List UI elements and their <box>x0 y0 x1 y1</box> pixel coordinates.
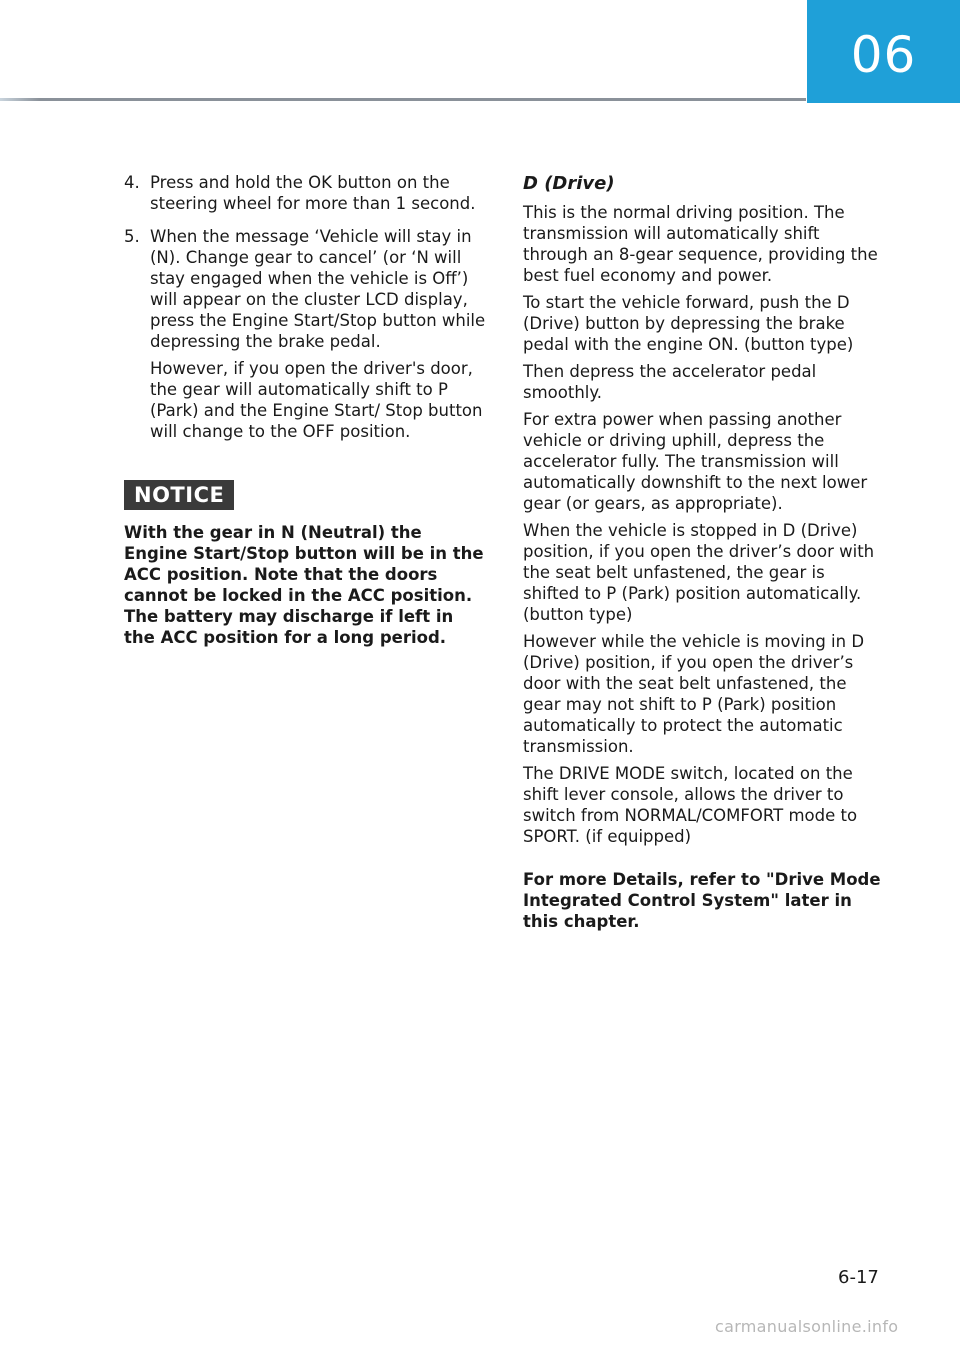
body-paragraph: However while the vehicle is moving in D (Drive) position, if you open the driver’s door with the seat belt unfastened, the gear may not shift to P (Park) position automatically to protect the automatic transmission. <box>523 632 865 756</box>
chapter-tab <box>807 0 960 103</box>
body-paragraph: For extra power when passing another vehicle or driving uphill, depress the accelerator fully. The transmission will automatically downshift to the next lower gear (or gears, as appropriate). <box>523 410 868 513</box>
watermark-text: carmanualsonline.info <box>715 1317 899 1336</box>
step-item <box>124 172 489 220</box>
right-column <box>523 172 883 932</box>
header-rule <box>0 98 806 101</box>
section-heading: D (Drive) <box>523 173 615 194</box>
body-paragraph: The DRIVE MODE switch, located on the shift lever console, allows the driver to switch from NORMAL/COMFORT mode to SPORT. (if equipped) <box>523 764 858 846</box>
notice-badge: NOTICE <box>124 480 234 510</box>
step-body <box>150 172 489 220</box>
reference-note: For more Details, refer to "Drive Mode Integrated Control System" later in this chapter. <box>523 870 881 931</box>
left-column <box>124 172 489 648</box>
body-paragraph: When the vehicle is stopped in D (Drive) position, if you open the driver’s door with the seat belt unfastened, the gear is shifted to P (Park) position automatically. (button type) <box>523 521 875 624</box>
page-number: 6-17 <box>838 1267 879 1288</box>
step-paragraph: Press and hold the OK button on the steering wheel for more than 1 second. <box>150 173 476 213</box>
chapter-number: 06 <box>850 25 917 84</box>
body-paragraph: Then depress the accelerator pedal smoothly. <box>523 362 817 402</box>
notice-text: With the gear in N (Neutral) the Engine Start/Stop button will be in the ACC position. Note that the doors cannot be locked in the ACC position. The battery may discharge if left in the ACC position for a long period. <box>124 523 484 647</box>
step-number: 4. <box>124 173 140 192</box>
body-paragraph: This is the normal driving position. The transmission will automatically shift through an 8-gear sequence, providing the best fuel economy and power. <box>523 203 878 285</box>
step-paragraph: When the message ‘Vehicle will stay in (N). Change gear to cancel’ (or ‘N will stay engaged when the vehicle is Off’) will appear on the cluster LCD display, press the Engine Start/Stop button while depressing the brake pedal. <box>150 227 486 351</box>
body-paragraph: To start the vehicle forward, push the D (Drive) button by depressing the brake pedal with the engine ON. (button type) <box>523 293 854 354</box>
step-paragraph: However, if you open the driver's door, the gear will automatically shift to P (Park) and the Engine Start/ Stop button will change to the OFF position. <box>150 359 483 441</box>
step-item <box>124 226 489 448</box>
step-number: 5. <box>124 227 140 246</box>
step-body <box>150 226 489 448</box>
